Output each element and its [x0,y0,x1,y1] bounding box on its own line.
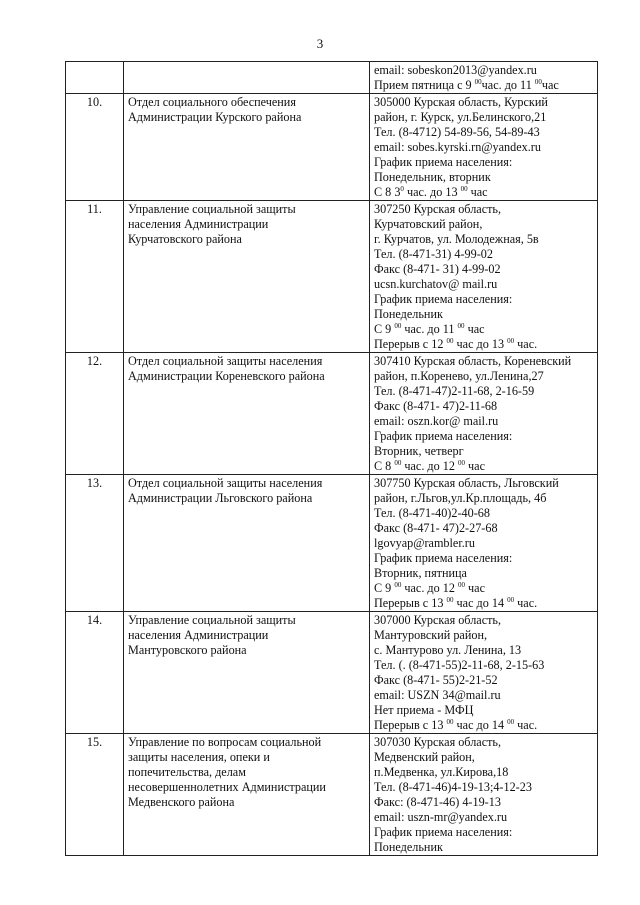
contact-text: Тел. (8-471-31) 4-99-02 [374,247,493,261]
contact-text: email: USZN 34@mail.ru [374,688,501,702]
contact-text: час. [514,718,538,732]
contact-text: район, г.Льгов,ул.Кр.площадь, 4б [374,491,547,505]
contact-line [374,673,593,688]
contact-info-cell [370,475,598,612]
organization-cell [124,353,370,475]
organization-cell [124,734,370,856]
contact-text: час. до 11 [481,78,535,92]
contact-text: час. до 12 [401,459,458,473]
contact-text: Перерыв с 13 [374,596,447,610]
contact-text: час [464,322,485,336]
contact-text: График приема населения: [374,825,513,839]
contact-line [374,140,593,155]
time-minutes-superscript: 0 [400,185,404,193]
contact-line [374,628,593,643]
contact-line [374,232,593,247]
row-number: 10. [66,94,124,201]
contact-line [374,444,593,459]
row-number: 13. [66,475,124,612]
contact-text: час. [514,337,538,351]
contact-line [374,155,593,170]
contact-info-cell [370,94,598,201]
contact-text: График приема населения: [374,551,513,565]
contact-text: Факс (8-471- 55)2-21-52 [374,673,498,687]
organization-name: Управление социальной защиты населения Администрации Курчатовского района [128,202,296,246]
contact-text: Факс (8-471- 47)2-27-68 [374,521,498,535]
row-number: 11. [66,201,124,353]
table-row [66,62,598,94]
table-body [66,62,598,856]
contact-line [374,735,593,750]
contact-line [374,476,593,491]
time-minutes-superscript: 00 [507,337,515,345]
contact-text: График приема населения: [374,155,513,169]
contact-text: Тел. (8-4712) 54-89-56, 54-89-43 [374,125,540,139]
contact-line [374,703,593,718]
table-row [66,94,598,201]
contact-text: час до 14 [453,718,508,732]
contact-line [374,688,593,703]
contact-text: Тел. (. (8-471-55)2-11-68, 2-15-63 [374,658,545,672]
contact-text: п.Медвенка, ул.Кирова,18 [374,765,509,779]
contact-text: Прием пятница с 9 [374,78,475,92]
organization-cell [124,94,370,201]
contact-line [374,643,593,658]
contact-text: Перерыв с 13 [374,718,447,732]
organization-name: Отдел социального обеспечения Администрации Курского района [128,95,302,124]
contact-text: 307000 Курская область, [374,613,502,627]
contact-text: Нет приема - МФЦ [374,703,474,717]
contact-line [374,658,593,673]
organization-name: Отдел социальной защиты населения Администрации Кореневского района [128,354,325,383]
row-number: 12. [66,353,124,475]
row-number: 14. [66,612,124,734]
contact-line [374,63,593,78]
contact-text: С 9 [374,322,395,336]
contact-line [374,566,593,581]
contact-line [374,765,593,780]
time-minutes-superscript: 00 [394,581,402,589]
contact-text: час до 14 [453,596,508,610]
contact-line [374,521,593,536]
contact-line [374,825,593,840]
contact-line [374,292,593,307]
contact-text: lgovyap@rambler.ru [374,536,475,550]
contact-line [374,506,593,521]
contact-line [374,337,593,352]
contact-text: Медвенский район, [374,750,475,764]
organization-name: Отдел социальной защиты населения Администрации Льговского района [128,476,323,505]
contact-info-cell [370,62,598,94]
time-minutes-superscript: 00 [446,718,454,726]
contact-text: График приема населения: [374,429,513,443]
contact-text: час [465,581,485,595]
time-minutes-superscript: 00 [474,78,482,86]
contact-text: район, г. Курск, ул.Белинского,21 [374,110,547,124]
contact-text: час. [514,596,538,610]
contact-line [374,459,593,474]
contact-line [374,322,593,337]
contact-text: Тел. (8-471-46)4-19-13;4-12-23 [374,780,532,794]
contact-text: Понедельник, вторник [374,170,491,184]
contact-line [374,247,593,262]
contact-line [374,536,593,551]
contact-text: ucsn.kurchatov@ mail.ru [374,277,498,291]
contact-text: час до 13 [453,337,508,351]
contact-line [374,95,593,110]
time-minutes-superscript: 00 [534,78,542,86]
contact-line [374,217,593,232]
contact-text: График приема населения: [374,292,513,306]
contact-line [374,414,593,429]
contact-text: Курчатовский район, [374,217,483,231]
contact-line [374,581,593,596]
contact-text: г. Курчатов, ул. Молодежная, 5в [374,232,539,246]
contact-line [374,262,593,277]
contact-text: Вторник, пятница [374,566,467,580]
time-minutes-superscript: 00 [457,322,465,330]
row-number [66,62,124,94]
contact-line [374,780,593,795]
contact-text: час [541,78,559,92]
contact-info-cell [370,201,598,353]
contact-text: Вторник, четверг [374,444,464,458]
contact-text: час. до 13 [403,185,461,199]
organization-name: Управление по вопросам социальной защиты населения, опеки и попечительства, делам несовершеннолетних Администрации Медвенского района [128,735,326,809]
contact-text: час. до 11 [401,322,458,336]
contact-line [374,369,593,384]
contact-info-cell [370,353,598,475]
contact-line [374,354,593,369]
organization-cell [124,201,370,353]
contact-text: С 8 3 [374,185,401,199]
contact-line [374,810,593,825]
contact-line [374,596,593,611]
contact-text: С 9 [374,581,395,595]
contact-text: С 8 [374,459,395,473]
contact-text: Факс (8-471- 31) 4-99-02 [374,262,501,276]
contact-line [374,795,593,810]
contact-text: час [465,459,485,473]
table-row [66,612,598,734]
time-minutes-superscript: 00 [446,337,454,345]
contact-text: email: oszn.kor@ mail.ru [374,414,499,428]
page-number: 3 [316,36,324,51]
contact-text: email: sobes.kyrski.rn@yandex.ru [374,140,541,154]
time-minutes-superscript: 00 [507,596,515,604]
contact-text: час. до 12 [401,581,458,595]
contact-line [374,551,593,566]
contact-line [374,718,593,733]
time-minutes-superscript: 00 [394,322,402,330]
contact-text: email: uszn-mr@yandex.ru [374,810,508,824]
contact-text: с. Мантурово ул. Ленина, 13 [374,643,522,657]
time-minutes-superscript: 00 [460,185,468,193]
contact-text: 307410 Курская область, Кореневский [374,354,572,368]
contact-info-cell [370,734,598,856]
contact-line [374,125,593,140]
table-row [66,353,598,475]
contact-line [374,840,593,855]
time-minutes-superscript: 00 [446,596,454,604]
contact-line [374,750,593,765]
social-protection-table [65,61,598,856]
time-minutes-superscript: 00 [458,581,465,589]
contact-line [374,307,593,322]
time-minutes-superscript: 00 [458,459,465,467]
table-row [66,201,598,353]
contact-text: Понедельник [374,307,443,321]
contact-text: 307750 Курская область, Льговский [374,476,559,490]
contact-line [374,399,593,414]
contact-text: Перерыв с 12 [374,337,447,351]
table-row [66,475,598,612]
time-minutes-superscript: 00 [394,459,402,467]
contact-line [374,429,593,444]
contact-text: район, п.Коренево, ул.Ленина,27 [374,369,544,383]
contact-text: Понедельник [374,840,443,854]
organization-name: Управление социальной защиты населения Администрации Мантуровского района [128,613,296,657]
table-row [66,734,598,856]
contact-line [374,384,593,399]
contact-info-cell [370,612,598,734]
contact-line [374,491,593,506]
organization-cell [124,612,370,734]
contact-text: 307250 Курская область, [374,202,502,216]
row-number: 15. [66,734,124,856]
contact-text: Факс: (8-471-46) 4-19-13 [374,795,501,809]
contact-line [374,170,593,185]
contact-line [374,78,593,93]
time-minutes-superscript: 00 [507,718,515,726]
organization-cell [124,475,370,612]
contact-text: email: sobeskon2013@yandex.ru [374,63,537,77]
contact-line [374,110,593,125]
contact-text: 307030 Курская область, [374,735,502,749]
contact-line [374,613,593,628]
contact-text: 305000 Курская область, Курский [374,95,548,109]
contact-text: час [467,185,488,199]
contact-text: Тел. (8-471-47)2-11-68, 2-16-59 [374,384,535,398]
contact-line [374,202,593,217]
contact-line [374,185,593,200]
contact-text: Тел. (8-471-40)2-40-68 [374,506,490,520]
contact-text: Факс (8-471- 47)2-11-68 [374,399,498,413]
contact-text: Мантуровский район, [374,628,488,642]
contact-line [374,277,593,292]
organization-cell [124,62,370,94]
